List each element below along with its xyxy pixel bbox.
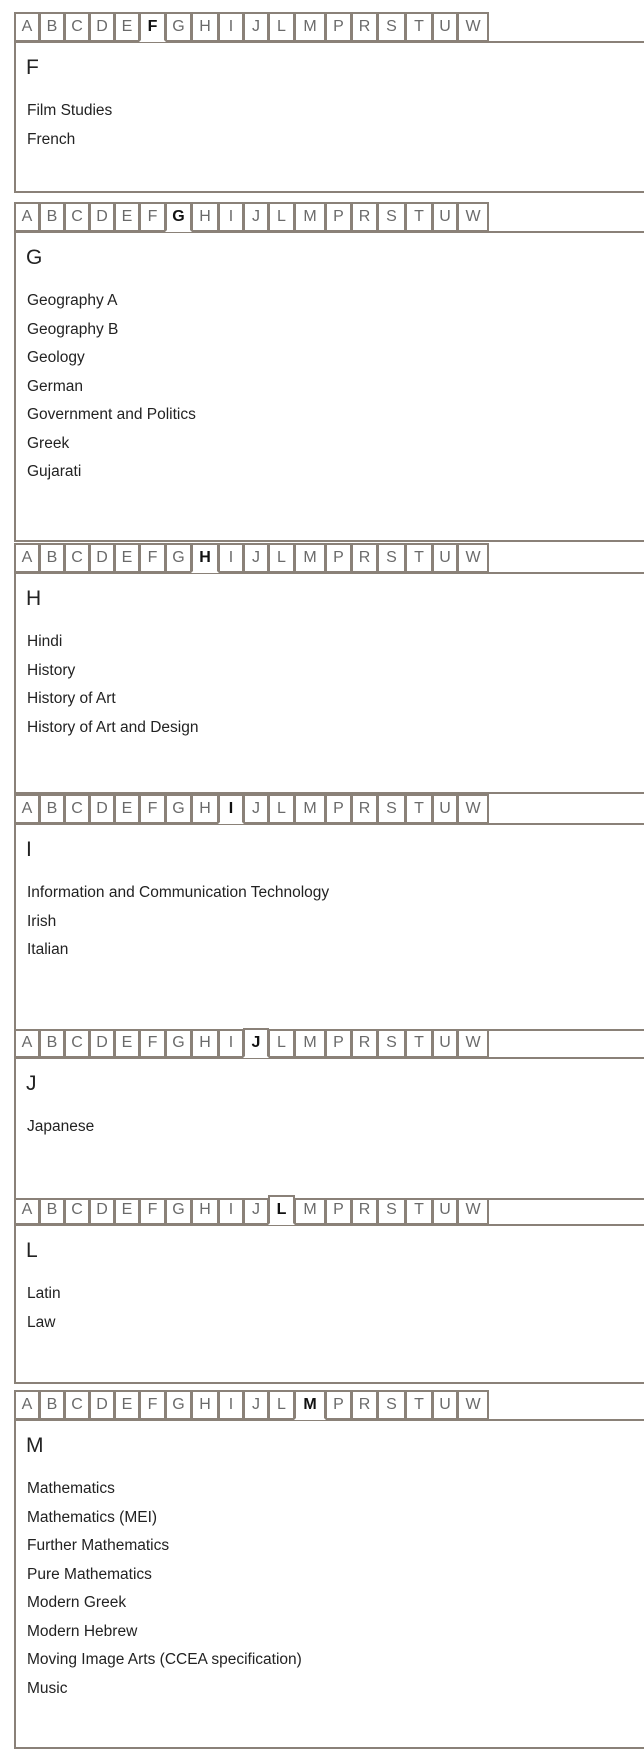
letter-section-h [14, 543, 644, 794]
letter-tab-j[interactable]: J [243, 543, 269, 573]
subject-link[interactable]: Film Studies [27, 102, 113, 119]
subject-list [27, 1117, 94, 1146]
letter-tab-d[interactable]: D [89, 794, 115, 824]
letter-tab-i[interactable]: I [218, 1028, 244, 1058]
letter-tab-u[interactable]: U [432, 12, 458, 42]
letter-tab-w[interactable]: W [457, 12, 489, 42]
letter-tab-c[interactable]: C [64, 794, 90, 824]
letter-tab-i[interactable]: I [218, 202, 244, 232]
letter-tab-j[interactable]: J [243, 1390, 269, 1420]
subject-link[interactable]: Modern Greek [27, 1594, 127, 1611]
letter-tab-h[interactable]: H [191, 1390, 219, 1420]
letter-tab-e[interactable]: E [114, 1195, 140, 1225]
letter-tab-u[interactable]: U [432, 1028, 458, 1058]
letter-tab-e[interactable]: E [114, 12, 140, 42]
letter-tab-b[interactable]: B [39, 794, 65, 824]
subject-link[interactable]: Music [27, 1679, 68, 1697]
letter-tab-e[interactable]: E [114, 202, 140, 232]
letter-tab-u[interactable]: U [432, 1195, 458, 1225]
subject-list [27, 632, 198, 746]
letter-tab-r[interactable]: R [351, 12, 378, 42]
letter-tab-a[interactable]: A [14, 12, 40, 42]
letter-tab-l[interactable]: L [268, 1195, 295, 1225]
letter-tab-r[interactable]: R [351, 543, 378, 573]
letter-tab-g[interactable]: G [165, 12, 192, 42]
letter-heading: M [26, 1434, 44, 1457]
letter-tab-t[interactable]: T [405, 1028, 433, 1058]
letter-tab-h[interactable]: H [191, 12, 219, 42]
letter-tab-c[interactable]: C [64, 12, 90, 42]
letter-tab-e[interactable]: E [114, 543, 140, 573]
letter-tab-f[interactable]: F [139, 794, 166, 824]
letter-tab-f[interactable]: F [139, 543, 166, 573]
letter-section-g [14, 202, 644, 542]
letter-tab-t[interactable]: T [405, 12, 433, 42]
letter-tab-s[interactable]: S [377, 1390, 406, 1420]
letter-tab-u[interactable]: U [432, 543, 458, 573]
letter-heading: F [26, 56, 39, 79]
subject-link[interactable]: German [27, 377, 83, 395]
letter-tab-l[interactable]: L [268, 543, 295, 573]
letter-tab-t[interactable]: T [405, 543, 433, 573]
subject-list [27, 1479, 302, 1707]
letter-tab-a[interactable]: A [14, 794, 40, 824]
letter-section-l [14, 1195, 644, 1384]
letter-tab-h[interactable]: H [191, 202, 219, 232]
letter-tab-i[interactable]: I [218, 794, 244, 824]
letter-tab-s[interactable]: S [377, 794, 406, 824]
letter-tab-g[interactable]: G [165, 1028, 192, 1058]
letter-panel [14, 41, 644, 193]
letter-tab-r[interactable]: R [351, 1028, 378, 1058]
letter-tab-b[interactable]: B [39, 202, 65, 232]
subject-link[interactable]: Pure Mathematics [27, 1565, 152, 1583]
subject-link[interactable]: Geology [27, 349, 85, 366]
subject-link[interactable]: Mathematics (MEI) [27, 1508, 158, 1526]
letter-tab-w[interactable]: W [457, 1195, 489, 1225]
subject-link[interactable]: Geography B [27, 320, 119, 338]
letter-tab-s[interactable]: S [377, 543, 406, 573]
letter-tab-d[interactable]: D [89, 1028, 115, 1058]
letter-tab-bar [14, 543, 644, 573]
letter-tab-r[interactable]: R [351, 1390, 378, 1420]
letter-tab-h[interactable]: H [191, 543, 219, 573]
subject-link[interactable]: Government and Politics [27, 406, 196, 423]
letter-tab-c[interactable]: C [64, 543, 90, 573]
letter-tab-t[interactable]: T [405, 794, 433, 824]
letter-tab-i[interactable]: I [218, 543, 244, 573]
letter-tab-g[interactable]: G [165, 1195, 192, 1225]
letter-tab-l[interactable]: L [268, 12, 295, 42]
subject-link[interactable]: History [27, 661, 76, 679]
letter-tab-p[interactable]: P [325, 1195, 352, 1225]
subject-link[interactable]: Latin [27, 1285, 61, 1302]
letter-tab-f[interactable]: F [139, 1028, 166, 1058]
letter-tab-b[interactable]: B [39, 543, 65, 573]
letter-tab-d[interactable]: D [89, 1390, 115, 1420]
letter-tab-f[interactable]: F [139, 202, 166, 232]
letter-panel [14, 1057, 644, 1200]
letter-tab-l[interactable]: L [268, 794, 295, 824]
subject-link[interactable]: Geography A [27, 292, 118, 309]
letter-section-m [14, 1390, 644, 1749]
letter-tab-t[interactable]: T [405, 1195, 433, 1225]
subject-link[interactable]: French [27, 130, 76, 148]
letter-tab-w[interactable]: W [457, 1028, 489, 1058]
letter-heading: L [26, 1239, 38, 1262]
letter-tab-bar [14, 202, 644, 232]
letter-tab-g[interactable]: G [165, 1390, 192, 1420]
letter-tab-a[interactable]: A [14, 543, 40, 573]
letter-tab-a[interactable]: A [14, 1390, 40, 1420]
letter-tab-j[interactable]: J [243, 12, 269, 42]
subject-link[interactable]: Mathematics [27, 1480, 115, 1497]
subject-link[interactable]: Greek [27, 434, 70, 452]
letter-tab-p[interactable]: P [325, 202, 352, 232]
subject-link[interactable]: History of Art [27, 690, 116, 707]
letter-tab-p[interactable]: P [325, 1028, 352, 1058]
letter-tab-bar [14, 1390, 644, 1420]
subject-link[interactable]: Gujarati [27, 463, 82, 480]
letter-tab-d[interactable]: D [89, 543, 115, 573]
letter-tab-m[interactable]: M [294, 12, 326, 42]
letter-tab-p[interactable]: P [325, 543, 352, 573]
letter-tab-s[interactable]: S [377, 202, 406, 232]
letter-section-j [14, 1028, 644, 1200]
letter-tab-i[interactable]: I [218, 1195, 244, 1225]
letter-tab-d[interactable]: D [89, 1195, 115, 1225]
letter-tab-t[interactable]: T [405, 1390, 433, 1420]
letter-tab-u[interactable]: U [432, 794, 458, 824]
letter-tab-b[interactable]: B [39, 1195, 65, 1225]
letter-tab-p[interactable]: P [325, 794, 352, 824]
subject-list [27, 101, 112, 158]
letter-tab-l[interactable]: L [268, 1028, 295, 1058]
letter-tab-g[interactable]: G [165, 202, 192, 232]
letter-tab-r[interactable]: R [351, 794, 378, 824]
letter-tab-j[interactable]: J [243, 794, 269, 824]
letter-tab-e[interactable]: E [114, 1028, 140, 1058]
letter-tab-c[interactable]: C [64, 1390, 90, 1420]
letter-panel [14, 823, 644, 1031]
letter-tab-p[interactable]: P [325, 12, 352, 42]
letter-tab-c[interactable]: C [64, 1195, 90, 1225]
letter-tab-m[interactable]: M [294, 202, 326, 232]
letter-tab-b[interactable]: B [39, 1028, 65, 1058]
letter-section-i [14, 794, 644, 1031]
letter-tab-bar [14, 794, 644, 824]
subject-list [27, 883, 329, 969]
letter-tab-a[interactable]: A [14, 1195, 40, 1225]
letter-panel [14, 1224, 644, 1384]
letter-tab-b[interactable]: B [39, 12, 65, 42]
letter-tab-h[interactable]: H [191, 1028, 219, 1058]
letter-tab-bar [14, 1028, 644, 1058]
letter-tab-i[interactable]: I [218, 1390, 244, 1420]
letter-tab-d[interactable]: D [89, 12, 115, 42]
letter-tab-j[interactable]: J [243, 1195, 269, 1225]
subject-list [27, 291, 196, 491]
letter-tab-bar [14, 12, 644, 42]
letter-tab-w[interactable]: W [457, 202, 489, 232]
subject-link[interactable]: Information and Communication Technology [27, 884, 330, 901]
letter-heading: J [26, 1072, 37, 1095]
subject-link[interactable]: Modern Hebrew [27, 1622, 138, 1640]
subject-link[interactable]: Law [27, 1313, 56, 1331]
letter-tab-i[interactable]: I [218, 12, 244, 42]
letter-tab-m[interactable]: M [294, 1195, 326, 1225]
letter-panel [14, 1419, 644, 1749]
letter-tab-j[interactable]: J [243, 1028, 269, 1058]
letter-tab-s[interactable]: S [377, 1028, 406, 1058]
letter-tab-w[interactable]: W [457, 543, 489, 573]
letter-tab-s[interactable]: S [377, 12, 406, 42]
letter-tab-g[interactable]: G [165, 543, 192, 573]
letter-tab-m[interactable]: M [294, 543, 326, 573]
subject-link[interactable]: Japanese [27, 1118, 95, 1135]
letter-tab-b[interactable]: B [39, 1390, 65, 1420]
letter-tab-l[interactable]: L [268, 1390, 295, 1420]
subject-link[interactable]: History of Art and Design [27, 718, 199, 736]
letter-tab-r[interactable]: R [351, 1195, 378, 1225]
subject-link[interactable]: Irish [27, 912, 57, 930]
letter-tab-j[interactable]: J [243, 202, 269, 232]
letter-heading: G [26, 246, 43, 269]
letter-tab-u[interactable]: U [432, 202, 458, 232]
subject-list [27, 1284, 61, 1341]
letter-tab-m[interactable]: M [294, 1028, 326, 1058]
subject-link[interactable]: Italian [27, 941, 69, 958]
letter-tab-c[interactable]: C [64, 202, 90, 232]
subject-link[interactable]: Further Mathematics [27, 1537, 170, 1554]
letter-tab-l[interactable]: L [268, 202, 295, 232]
letter-tab-f[interactable]: F [139, 12, 166, 42]
letter-tab-g[interactable]: G [165, 794, 192, 824]
letter-tab-e[interactable]: E [114, 794, 140, 824]
letter-tab-d[interactable]: D [89, 202, 115, 232]
letter-heading: H [26, 587, 42, 610]
letter-tab-c[interactable]: C [64, 1028, 90, 1058]
letter-panel [14, 231, 644, 542]
letter-tab-f[interactable]: F [139, 1390, 166, 1420]
letter-tab-w[interactable]: W [457, 794, 489, 824]
letter-heading: I [26, 838, 32, 861]
letter-tab-m[interactable]: M [294, 794, 326, 824]
letter-tab-e[interactable]: E [114, 1390, 140, 1420]
letter-tab-h[interactable]: H [191, 794, 219, 824]
letter-tab-t[interactable]: T [405, 202, 433, 232]
letter-tab-w[interactable]: W [457, 1390, 489, 1420]
letter-tab-u[interactable]: U [432, 1390, 458, 1420]
subject-link[interactable]: Hindi [27, 633, 63, 650]
subject-link[interactable]: Moving Image Arts (CCEA specification) [27, 1651, 302, 1668]
letter-tab-h[interactable]: H [191, 1195, 219, 1225]
letter-tab-m[interactable]: M [294, 1390, 326, 1420]
letter-tab-s[interactable]: S [377, 1195, 406, 1225]
letter-panel [14, 572, 644, 794]
letter-section-f [14, 12, 644, 193]
letter-tab-r[interactable]: R [351, 202, 378, 232]
letter-tab-a[interactable]: A [14, 202, 40, 232]
letter-tab-p[interactable]: P [325, 1390, 352, 1420]
letter-tab-a[interactable]: A [14, 1028, 40, 1058]
letter-tab-f[interactable]: F [139, 1195, 166, 1225]
